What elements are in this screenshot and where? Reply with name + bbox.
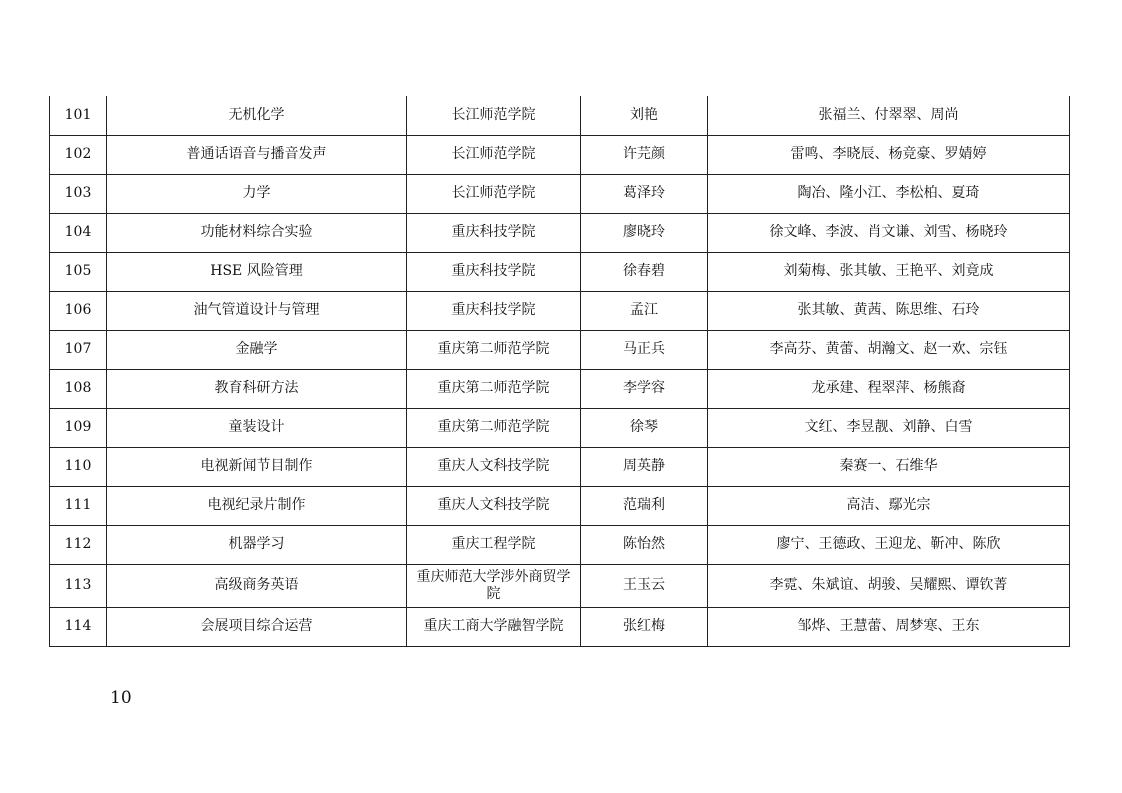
team-members-cell: 高洁、鄢光宗 [708,486,1070,525]
course-leader-cell: 孟江 [581,291,708,330]
table-row [50,291,1070,330]
course-table [49,96,1070,647]
row-number-cell: 114 [50,607,107,646]
row-number-cell: 103 [50,174,107,213]
school-name-cell: 重庆人文科技学院 [407,447,581,486]
school-name-cell: 重庆人文科技学院 [407,486,581,525]
course-name-cell: 普通话语音与播音发声 [107,135,407,174]
table-row [50,564,1070,607]
course-name-cell: 电视纪录片制作 [107,486,407,525]
course-leader-cell: 王玉云 [581,564,708,607]
school-name-cell: 重庆科技学院 [407,213,581,252]
row-number-cell: 105 [50,252,107,291]
school-name-cell: 长江师范学院 [407,174,581,213]
row-number-cell: 109 [50,408,107,447]
school-name-cell: 重庆第二师范学院 [407,408,581,447]
team-members-cell: 张福兰、付翠翠、周尚 [708,96,1070,135]
team-members-cell: 张其敏、黄茜、陈思维、石玲 [708,291,1070,330]
row-number-cell: 112 [50,525,107,564]
table-row [50,486,1070,525]
team-members-cell: 文红、李昱靓、刘静、白雪 [708,408,1070,447]
course-leader-cell: 徐春碧 [581,252,708,291]
course-name-cell: 油气管道设计与管理 [107,291,407,330]
course-leader-cell: 徐琴 [581,408,708,447]
row-number-cell: 101 [50,96,107,135]
table-row [50,96,1070,135]
school-name-cell: 重庆第二师范学院 [407,369,581,408]
course-leader-cell: 陈怡然 [581,525,708,564]
school-name-cell: 重庆科技学院 [407,291,581,330]
table-row [50,525,1070,564]
team-members-cell: 陶冶、隆小江、李松柏、夏琦 [708,174,1070,213]
course-leader-cell: 刘艳 [581,96,708,135]
table-row [50,408,1070,447]
row-number-cell: 110 [50,447,107,486]
school-name-cell: 重庆科技学院 [407,252,581,291]
table-row [50,607,1070,646]
table-row [50,174,1070,213]
row-number-cell: 108 [50,369,107,408]
team-members-cell: 李高芬、黄蕾、胡瀚文、赵一欢、宗钰 [708,330,1070,369]
team-members-cell: 龙承建、程翠萍、杨熊裔 [708,369,1070,408]
course-name-cell: 金融学 [107,330,407,369]
course-leader-cell: 葛泽玲 [581,174,708,213]
team-members-cell: 邹烨、王慧蕾、周梦寒、王东 [708,607,1070,646]
school-name-cell: 重庆师范大学涉外商贸学院 [407,564,581,607]
team-members-cell: 雷鸣、李晓辰、杨竞豪、罗婧婷 [708,135,1070,174]
table-row [50,330,1070,369]
team-members-cell: 秦赛一、石维华 [708,447,1070,486]
table-row [50,213,1070,252]
course-name-cell: 高级商务英语 [107,564,407,607]
course-name-cell: 机器学习 [107,525,407,564]
course-leader-cell: 范瑞利 [581,486,708,525]
school-name-cell: 重庆工商大学融智学院 [407,607,581,646]
table-body [50,96,1070,646]
page-number: 10 [110,688,132,708]
row-number-cell: 111 [50,486,107,525]
course-leader-cell: 张红梅 [581,607,708,646]
course-name-cell: 力学 [107,174,407,213]
school-name-cell: 重庆第二师范学院 [407,330,581,369]
course-name-cell: 教育科研方法 [107,369,407,408]
row-number-cell: 102 [50,135,107,174]
row-number-cell: 113 [50,564,107,607]
course-name-cell: HSE 风险管理 [107,252,407,291]
school-name-cell: 长江师范学院 [407,135,581,174]
table-row [50,252,1070,291]
team-members-cell: 徐文峰、李波、肖文谦、刘雪、杨晓玲 [708,213,1070,252]
table-row [50,369,1070,408]
course-leader-cell: 廖晓玲 [581,213,708,252]
table-row [50,447,1070,486]
course-leader-cell: 马正兵 [581,330,708,369]
row-number-cell: 104 [50,213,107,252]
school-name-cell: 重庆工程学院 [407,525,581,564]
course-name-cell: 会展项目综合运营 [107,607,407,646]
table-row [50,135,1070,174]
course-name-cell: 无机化学 [107,96,407,135]
course-name-cell: 功能材料综合实验 [107,213,407,252]
row-number-cell: 107 [50,330,107,369]
course-leader-cell: 李学容 [581,369,708,408]
team-members-cell: 廖宁、王德政、王迎龙、靳冲、陈欣 [708,525,1070,564]
team-members-cell: 刘菊梅、张其敏、王艳平、刘竟成 [708,252,1070,291]
team-members-cell: 李霓、朱斌谊、胡骏、吴耀熙、谭钦菁 [708,564,1070,607]
course-name-cell: 童装设计 [107,408,407,447]
school-name-cell: 长江师范学院 [407,96,581,135]
course-leader-cell: 许芫颜 [581,135,708,174]
course-leader-cell: 周英静 [581,447,708,486]
row-number-cell: 106 [50,291,107,330]
course-name-cell: 电视新闻节目制作 [107,447,407,486]
